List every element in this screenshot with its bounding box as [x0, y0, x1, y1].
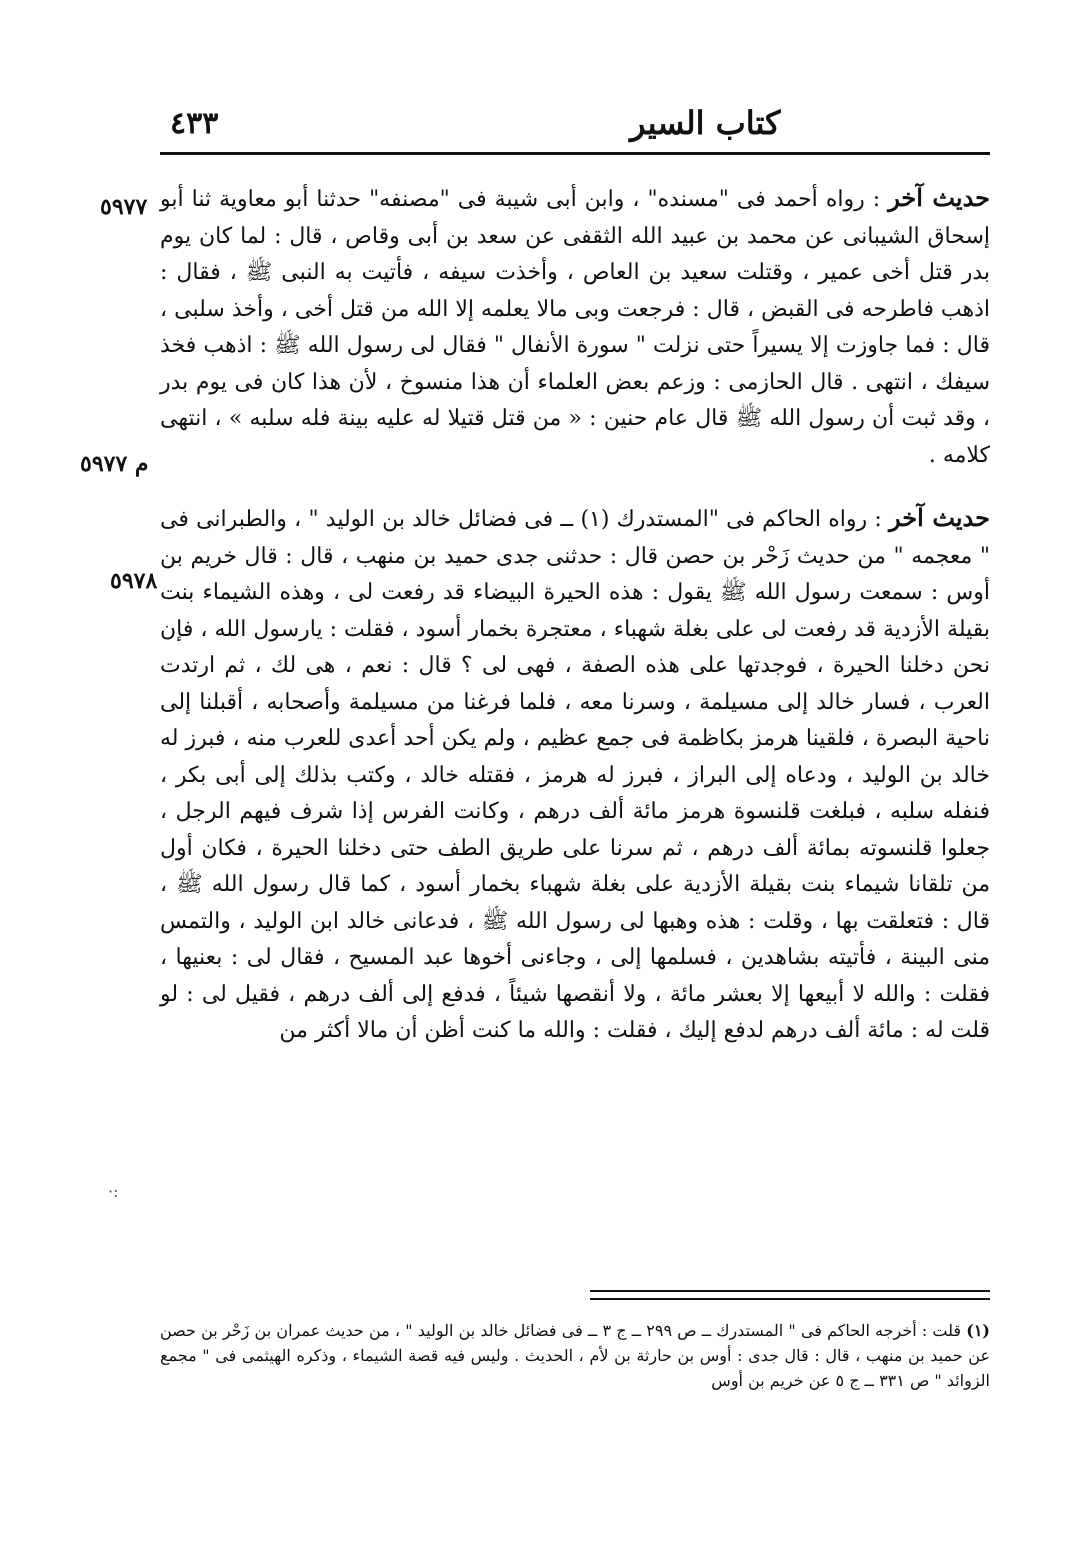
footnote [160, 1318, 990, 1393]
hadith-entry [160, 500, 990, 1050]
hadith-number: ٥٩٧٧ [100, 194, 148, 220]
page-header [160, 100, 990, 150]
entry-text: : رواه الحاكم فى "المستدرك (١) ــ فى فضائل خالد بن الوليد " ، والطبرانى فى " معجمه " من حديث زَحْر بن حصن قال : حدثنى جدى حميد بن منهب ، قال : قال خريم بن أوس : سمعت رسول الله ﷺ يقول : هذه الحيرة البيضاء قد رفعت لى ، وهذه الشيماء بنت بقيلة الأزدية قد رفعت لى على بغلة شهباء ، معتجرة بخمار أسود ، فقلت : يارسول الله ، فإن نحن دخلنا الحيرة ، فوجدتها على هذه الصفة ، فهى لى ؟ قال : نعم ، هى لك ، ثم ارتدت العرب ، فسار خالد إلى مسيلمة ، وسرنا معه ، فلما فرغنا من مسيلمة وأصحابه ، أقبلنا إلى ناحية البصرة ، فلقينا هرمز بكاظمة فى جمع عظيم ، ولم يكن أحد أعدى للعرب منه ، فبرز له خالد بن الوليد ، ودعاه إلى البراز ، فبرز له هرمز ، فقتله خالد ، وكتب بذلك إلى أبى بكر ، فنفله سلبه ، فبلغت قلنسوة هرمز مائة ألف درهم ، وكانت الفرس إذا شرف فيهم الرجل ، جعلوا قلنسوته بمائة ألف درهم ، ثم سرنا على طريق الطف حتى دخلنا الحيرة ، فكان أول من تلقانا شيماء بنت بقيلة الأزدية على بغلة شهباء بخمار أسود ، كما قال رسول الله ﷺ ، قال : فتعلقت بها ، وقلت : هذه وهبها لى رسول الله ﷺ ، فدعانى خالد ابن الوليد ، والتمس منى البينة ، فأتيته بشاهدين ، فسلمها إلى ، وجاءنى أخوها عبد المسيح ، فقال لى : بعنيها ، فقلت : والله لا أبيعها إلا بعشر مائة ، ولا أنقصها شيئاً ، فدفع إلى ألف درهم ، فقيل لى : لو قلت له : مائة ألف درهم لدفع إليك ، فقلت : والله ما كنت أظن أن مالا أكثر من [160, 507, 990, 1043]
entry-heading: حديث آخر [888, 183, 991, 212]
entry-text: : رواه أحمد فى "مسنده" ، وابن أبى شيبة فى "مصنفه" حدثنا أبو معاوية ثنا أبو إسحاق الشيبانى عن محمد بن عبيد الله الثقفى عن سعد بن أبى وقاص ، قال : لما كان يوم بدر قتل أخى عمير ، وقتلت سعيد بن العاص ، وأخذت سيفه ، فأتيت به النبى ﷺ ، فقال : اذهب فاطرحه فى القبض ، قال : فرجعت وبى مالا يعلمه إلا الله من قتل أخى ، وأخذ سلبى ، قال : فما جاوزت إلا يسيراً حتى نزلت " سورة الأنفال " فقال لى رسول الله ﷺ : اذهب فخذ سيفك ، انتهى . قال الحازمى : وزعم بعض العلماء أن هذا منسوخ ، لأن هذا كان فى يوم بدر ، وقد ثبت أن رسول الله ﷺ قال عام حنين : « من قتل قتيلا له عليه بينة فله سلبه » ، انتهى كلامه . [160, 187, 990, 468]
header-rule [160, 152, 990, 155]
footnote-text: قلت : أخرجه الحاكم فى " المستدرك ــ ص ٢٩٩ ــ ج ٣ ــ فى فضائل خالد بن الوليد " ، من حديث عمران بن زَحْر بن حصن عن حميد بن منهب ، قال : قال جدى : أوس بن حارثة بن لأم ، الحديث . وليس فيه قصة الشيماء ، وذكره الهيثمى فى " مجمع الزوائد " ص ٣٣١ ــ ج ٥ عن خريم بن أوس [160, 1321, 990, 1390]
hadith-number: ٥٩٧٨ [110, 568, 158, 594]
footnotes [160, 1318, 990, 1393]
footnote-rule [590, 1298, 990, 1300]
entry-heading: حديث آخر [888, 503, 990, 532]
main-text [160, 180, 990, 1050]
hadith-number-repeat: م ٥٩٧٧ [80, 451, 149, 477]
page-number: ٤٣٣ [170, 106, 219, 141]
footnote-rule [590, 1290, 990, 1292]
hadith-entry [160, 180, 990, 474]
margin-mark: ·: [108, 1182, 119, 1201]
running-title: كتاب السير [630, 104, 781, 142]
footnote-marker: (١) [966, 1321, 990, 1340]
